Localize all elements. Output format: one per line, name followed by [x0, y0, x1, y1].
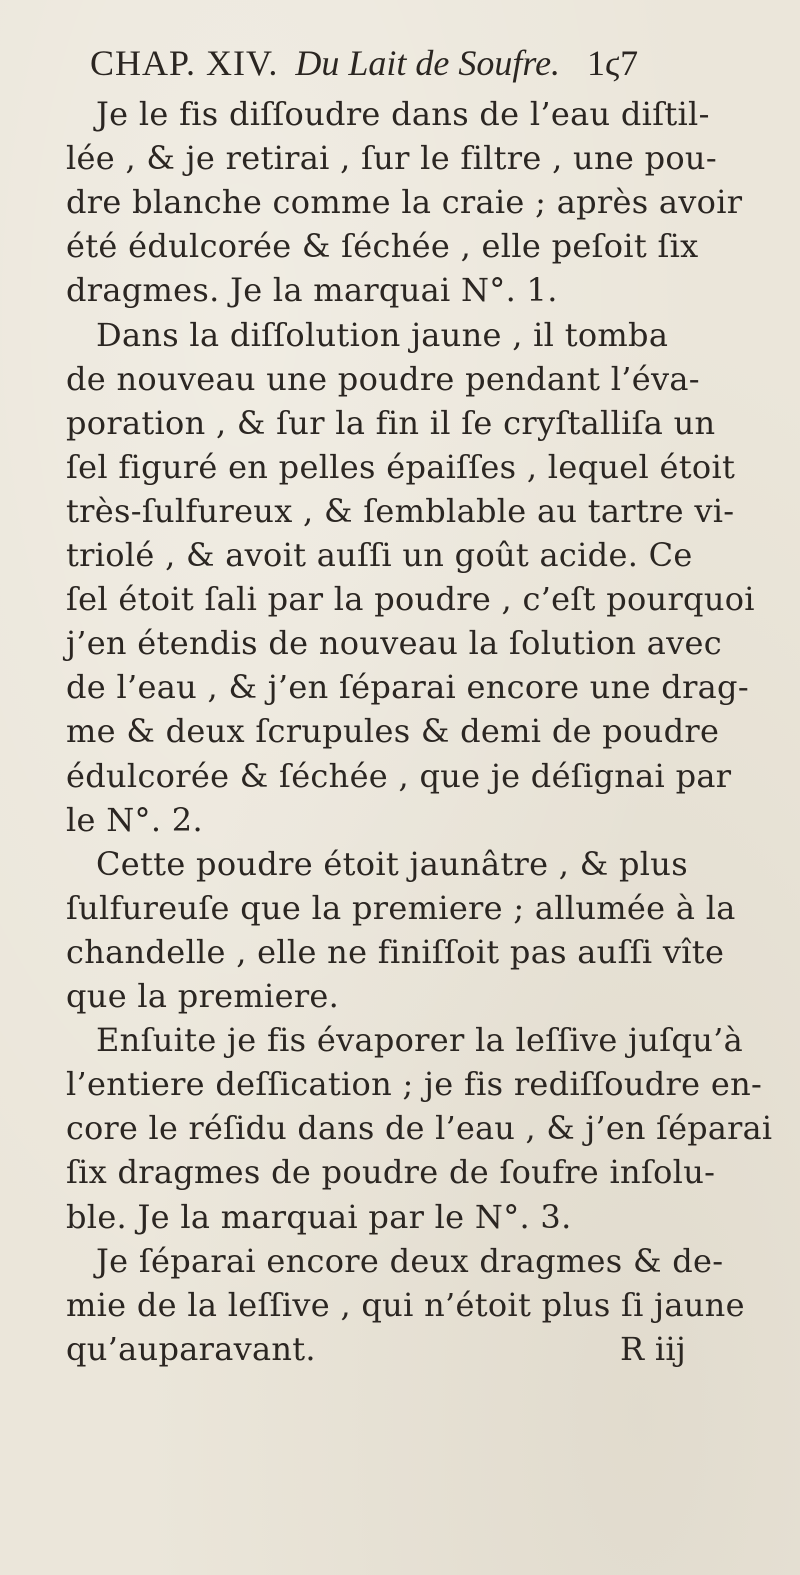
text-line: core le réſidu dans de l’eau , & j’en ſéparai — [66, 1109, 773, 1148]
text-line: dre blanche comme la craie ; après avoir — [66, 183, 743, 222]
text-line: ſix dragmes de poudre de ſoufre inſolu- — [66, 1153, 716, 1192]
text-line: Enſuite je fis évaporer la leſſive juſqu’à — [96, 1021, 743, 1060]
text-line: lée , & je retirai , ſur le filtre , une pou- — [66, 139, 717, 178]
text-line: j’en étendis de nouveau la ſolution avec — [66, 624, 723, 663]
text-line: Je le fis diſſoudre dans de l’eau diſtil- — [96, 95, 710, 133]
text-line: ſel figuré en pelles épaiſſes , lequel étoit — [66, 447, 736, 486]
text-line: ſulfureuſe que la premiere ; allumée à la — [66, 888, 736, 927]
chapter-label: CHAP. XIV. — [90, 43, 279, 83]
text-line: ble. Je la marquai par le N°. 3. — [66, 1197, 572, 1236]
text-line: poration , & ſur la fin il ſe cryſtalliſa un — [66, 403, 716, 442]
text-line: très-ſulfureux , & ſemblable au tartre vi- — [66, 491, 735, 530]
text-line: l’entiere deſſication ; je fis rediſſoudre en- — [66, 1065, 763, 1104]
text-line: le N°. 2. — [66, 800, 203, 839]
text-line: ſel étoit ſali par la poudre , c’eſt pourquoi — [66, 580, 755, 619]
chapter-title: Du Lait de Soufre. — [295, 43, 561, 83]
text-line: triolé , & avoit auſſi un goût acide. Ce — [66, 536, 693, 574]
text-line: chandelle , elle ne finiſſoit pas auſſi vîte — [66, 932, 725, 971]
text-line: édulcorée & ſéchée , que je déſignai par — [66, 756, 732, 795]
text-line: Je ſéparai encore deux dragmes & de- — [96, 1241, 724, 1280]
text-line: qu’auparavant. — [66, 1329, 316, 1368]
signature-mark: R iij — [620, 1329, 687, 1368]
text-line: me & deux ſcrupules & demi de poudre — [66, 712, 720, 751]
text-line: que la premiere. — [66, 977, 340, 1015]
text-line: Cette poudre étoit jaunâtre , & plus — [96, 844, 688, 883]
running-header — [90, 42, 638, 84]
text-line: de nouveau une poudre pendant l’éva- — [66, 359, 700, 398]
page-number: 1ϛ7 — [587, 43, 639, 83]
text-line: Dans la diſſolution jaune , il tomba — [96, 315, 669, 354]
text-line: de l’eau , & j’en ſéparai encore une drag- — [66, 668, 749, 707]
text-line: dragmes. Je la marquai N°. 1. — [66, 271, 558, 310]
text-line: été édulcorée & ſéchée , elle peſoit ſix — [66, 227, 699, 266]
text-line: mie de la leſſive , qui n’étoit plus ſi jaune — [66, 1285, 745, 1324]
